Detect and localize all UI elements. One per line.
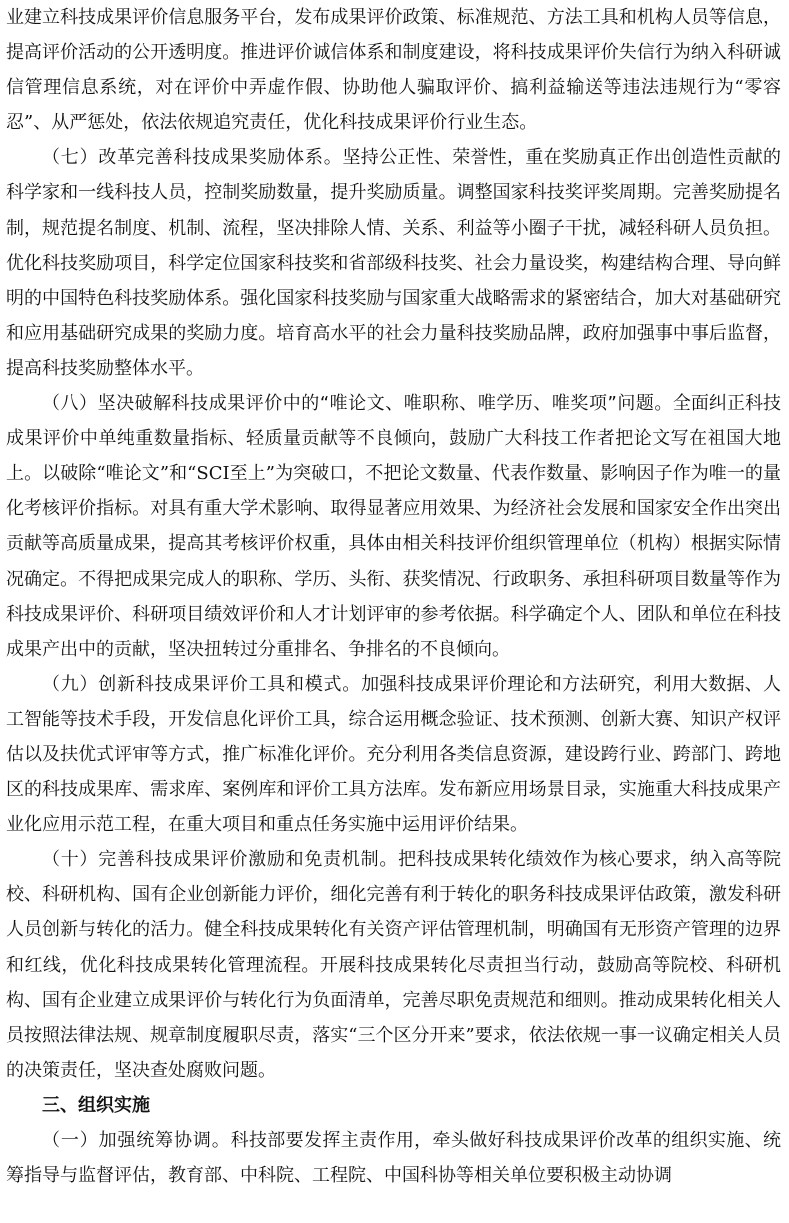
paragraph-body: 业建立科技成果评价信息服务平台，发布成果评价政策、标准规范、方法工具和机构人员等信息，提高评价活动的公开透明度。推进评价诚信体系和制度建设，将科技成果评价失信行为纳入科研诚信管理信息系统，对在评价中弄虚作假、协助他人骗取评价、搞利益输送等违法违规行为“零容忍”、从严惩处，依法依规追究责任，优化科技成果评价行业生态。 xyxy=(6,7,781,134)
paragraph-continued xyxy=(6,0,781,140)
paragraph-item-9 xyxy=(6,667,781,842)
paragraph-heading: （八）坚决破解科技成果评价中的“唯论文、唯职称、唯学历、唯奖项”问题。 xyxy=(42,393,673,415)
paragraph-item-10 xyxy=(6,842,781,1088)
paragraph-item-8 xyxy=(6,386,781,667)
paragraph-body: 加强科技成果评价理论和方法研究，利用大数据、人工智能等技术手段，开发信息化评价工具，综合运用概念验证、技术预测、创新大赛、知识产权评估以及扶优式评审等方式，推广标准化评价。充分利用各类信息资源，建设跨行业、跨部门、跨地区的科技成果库、需求库、案例库和评价工具方法库。发布新应用场景目录，实施重大科技成果产业化应用示范工程，在重大项目和重点任务实施中运用评价结果。 xyxy=(6,673,781,836)
paragraph-heading: （一）加强统筹协调。 xyxy=(42,1130,231,1151)
paragraph-body: 科技部要发挥主责作用，牵头做好科技成果评价改革的组织实施、统筹指导与监督评估，教育部、中科院、工程院、中国科协等相关单位要积极主动协调 xyxy=(6,1130,782,1187)
paragraph-body: 全面纠正科技成果评价中单纯重数量指标、轻质量贡献等不良倾向，鼓励广大科技工作者把论文写在祖国大地上。以破除“唯论文”和“SCI至上”为突破口，不把论文数量、代表作数量、影响因子作为唯一的量化考核评价指标。对具有重大学术影响、取得显著应用效果、为经济社会发展和国家安全作出突出贡献等高质量成果，提高其考核评价权重，具体由相关科技评价组织管理单位（机构）根据实际情况确定。不得把成果完成人的职称、学历、头衔、获奖情况、行政职务、承担科研项目数量等作为科技成果评价、科研项目绩效评价和人才计划评审的参考依据。科学确定个人、团队和单位在科技成果产出中的贡献，坚决扭转过分重排名、争排名的不良倾向。 xyxy=(6,393,781,660)
paragraph-item-7 xyxy=(6,140,781,386)
paragraph-heading: （十）完善科技成果评价激励和免责机制。 xyxy=(42,849,399,871)
paragraph-item-1 xyxy=(6,1123,781,1193)
section-heading: 三、组织实施 xyxy=(42,1094,150,1116)
paragraph-heading: （七）改革完善科技成果奖励体系。 xyxy=(42,147,343,169)
paragraph-heading: （九）创新科技成果评价工具和模式。 xyxy=(42,673,362,695)
paragraph-body: 把科技成果转化绩效作为核心要求，纳入高等院校、科研机构、国有企业创新能力评价，细化完善有利于转化的职务科技成果评估政策，激发科研人员创新与转化的活力。健全科技成果转化有关资产评估管理机制，明确国有无形资产管理的边界和红线，优化科技成果转化管理流程。开展科技成果转化尽责担当行动，鼓励高等院校、科研机构、国有企业建立成果评价与转化行为负面清单，完善尽职免责规范和细则。推动成果转化相关人员按照法律法规、规章制度履职尽责，落实“三个区分开来”要求，依法依规一事一议确定相关人员的决策责任，坚决查处腐败问题。 xyxy=(6,849,782,1081)
paragraph-body: 坚持公正性、荣誉性，重在奖励真正作出创造性贡献的科学家和一线科技人员，控制奖励数量，提升奖励质量。调整国家科技奖评奖周期。完善奖励提名制，规范提名制度、机制、流程，坚决排除人情、关系、利益等小圈子干扰，减轻科研人员负担。优化科技奖励项目，科学定位国家科技奖和省部级科技奖、社会力量设奖，构建结构合理、导向鲜明的中国特色科技奖励体系。强化国家科技奖励与国家重大战略需求的紧密结合，加大对基础研究和应用基础研究成果的奖励力度。培育高水平的社会力量科技奖励品牌，政府加强事中事后监督，提高科技奖励整体水平。 xyxy=(6,147,782,379)
